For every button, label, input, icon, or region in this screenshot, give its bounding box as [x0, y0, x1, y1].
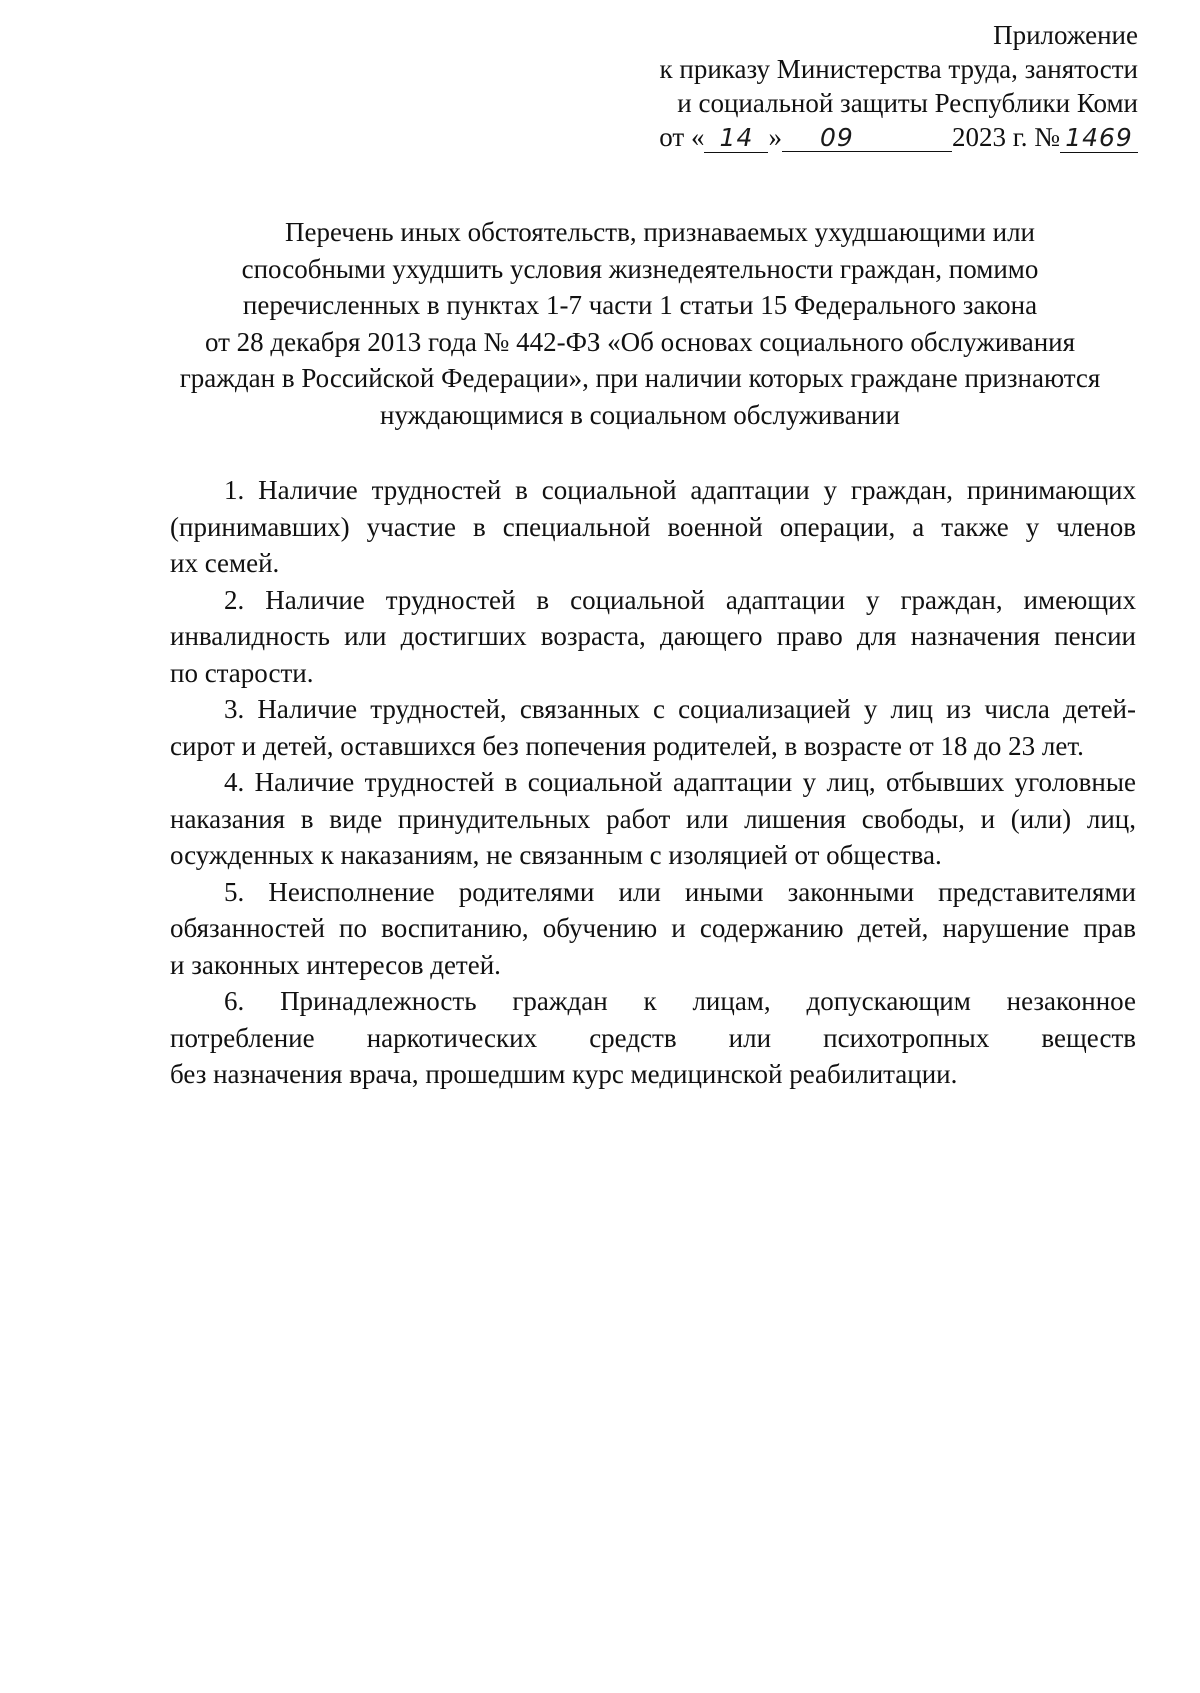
title-line: Перечень иных обстоятельств, признаваемых ухудшающими или	[284, 217, 1035, 247]
list-item-line: сирот и детей, оставшихся без попечения родителей, в возрасте от 18 до 23 лет.	[170, 730, 1084, 761]
list-item-line: (принимавших) участие в специальной военной операции, а также у членов	[170, 511, 1136, 542]
list-item-line: 2. Наличие трудностей в социальной адаптации у граждан, имеющих	[224, 584, 1136, 615]
order-reference-line-1: к приказу Министерства труда, занятости	[659, 54, 1138, 84]
handwritten-month: 09	[782, 125, 952, 152]
list-item-line: и законных интересов детей.	[170, 949, 501, 980]
title-line: нуждающимися в социальном обслуживании	[380, 399, 900, 430]
date-quote-close: »	[768, 122, 782, 152]
items-list	[170, 472, 1136, 1093]
date-year-and-number-label: 2023 г. №	[951, 122, 1060, 152]
list-item-line: 5. Неисполнение родителями или иными законными представителями	[224, 876, 1136, 907]
title-line: от 28 декабря 2013 года № 442-ФЗ «Об основах социального обслуживания	[204, 326, 1076, 357]
handwritten-day: 14	[704, 125, 768, 153]
title-line: граждан в Российской Федерации», при наличии которых граждане признаются	[179, 363, 1101, 393]
list-item-line: без назначения врача, прошедшим курс медицинской реабилитации.	[170, 1059, 958, 1089]
list-item-line: 1. Наличие трудностей в социальной адаптации у граждан, принимающих	[224, 475, 1136, 505]
list-item-5	[170, 874, 1136, 984]
list-item-line: 3. Наличие трудностей, связанных с социализацией у лиц из числа детей-	[224, 694, 1136, 724]
list-item-line: по старости.	[170, 657, 314, 688]
list-item-line: 6. Принадлежность граждан к лицам, допускающим незаконное	[224, 986, 1136, 1016]
handwritten-order-number: 1469	[1060, 125, 1138, 153]
appendix-label: Приложение	[993, 20, 1138, 50]
list-item-line: осужденных к наказаниям, не связанным с изоляцией от общества.	[170, 840, 942, 870]
title-line: способными ухудшить условия жизнедеятельности граждан, помимо	[241, 253, 1039, 284]
list-item-1	[170, 472, 1136, 582]
appendix-header	[618, 18, 1138, 154]
list-item-3	[170, 691, 1136, 764]
list-item-6	[170, 983, 1136, 1093]
document-title	[160, 214, 1120, 433]
list-item-line: их семей.	[170, 548, 280, 578]
list-item-line: потребление наркотических средств или психотропных веществ	[170, 1022, 1136, 1053]
list-item-line: обязанностей по воспитанию, обучению и содержанию детей, нарушение прав	[170, 913, 1136, 943]
list-item-line: наказания в виде принудительных работ или лишения свободы, и (или) лиц,	[170, 803, 1136, 834]
order-reference-line-2: и социальной защиты Республики Коми	[677, 88, 1138, 118]
date-prefix: от «	[659, 122, 705, 152]
title-line: перечисленных в пунктах 1-7 части 1 статьи 15 Федерального закона	[242, 290, 1038, 320]
list-item-line: 4. Наличие трудностей в социальной адаптации у лиц, отбывших уголовные	[224, 767, 1136, 797]
order-date-line	[618, 120, 1138, 154]
list-item-line: инвалидность или достигших возраста, дающего право для назначения пенсии	[170, 621, 1136, 651]
list-item-2	[170, 582, 1136, 692]
list-item-4	[170, 764, 1136, 874]
